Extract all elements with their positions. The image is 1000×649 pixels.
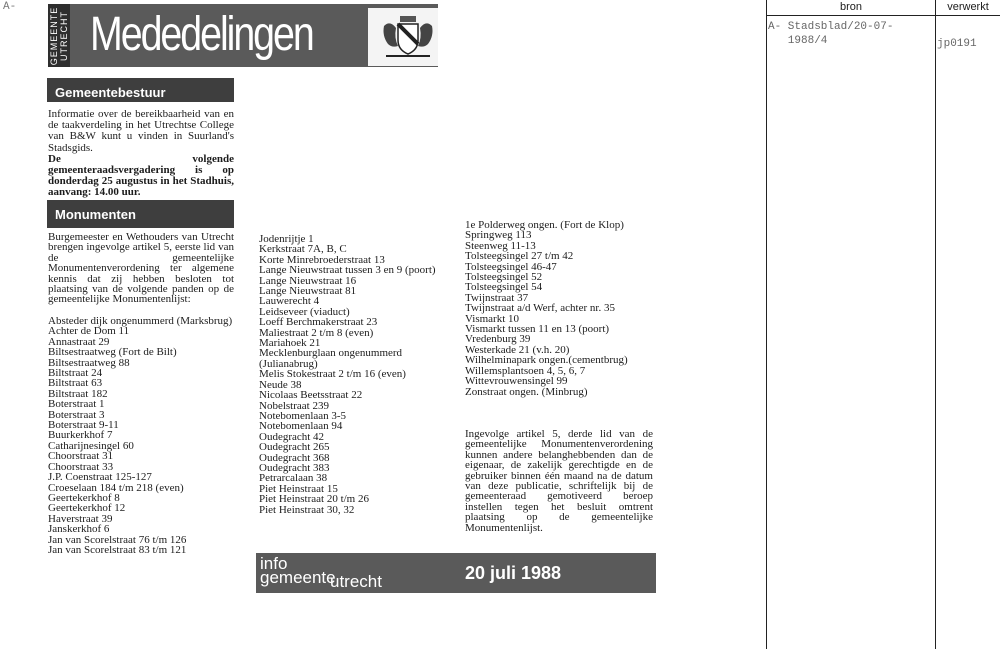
list-item: Choorstraat 31 bbox=[48, 450, 114, 463]
list-item: Achter de Dom 11 bbox=[48, 325, 130, 338]
list-item: Oudegracht 383 bbox=[259, 461, 330, 474]
utrecht-coat-of-arms-icon bbox=[378, 14, 438, 62]
list-item: Steenweg 11-13 bbox=[465, 239, 536, 252]
page-title: Mededelingen bbox=[90, 8, 313, 61]
list-item: Boterstraat 1 bbox=[48, 398, 105, 411]
monumenten-intro: Burgemeester en Wethouders van Utrecht brengen ingevolge artikel 5, eerste lid van de gemeentelijke Monumentenverordening ter algemene kennis dat zij hebben besloten tot plaatsing van de volgende panden op de gemeentelijke Monumentenlijst: bbox=[48, 231, 234, 306]
list-item: Biltsestraatweg 88 bbox=[48, 356, 130, 369]
list-item: Vredenburg 39 bbox=[465, 333, 531, 346]
list-item: Westerkade 21 (v.h. 20) bbox=[465, 343, 570, 356]
list-item: Geertekerkhof 12 bbox=[48, 502, 126, 515]
list-item: Croeselaan 184 t/m 218 (even) bbox=[48, 481, 184, 494]
list-item: Nicolaas Beetsstraat 22 bbox=[259, 389, 363, 402]
list-item: Lauwerecht 4 bbox=[259, 295, 320, 308]
gemeentebestuur-meeting-notice: De volgende gemeenteraadsvergadering is op donderdag 25 augustus in het Stadhuis, aanvang: 14.00 uur. bbox=[48, 152, 234, 199]
gemeentebestuur-info: Informatie over de bereikbaarheid van en de taakverdeling in het Utrechtse College van B&W kunt u vinden in Suurland's Stadsgids. bbox=[48, 108, 234, 154]
list-item: Tolsteegsingel 54 bbox=[465, 281, 543, 294]
footer-city: utrecht bbox=[330, 572, 382, 591]
list-item: Boterstraat 3 bbox=[48, 408, 105, 421]
footer-gemeente-word: gemeente bbox=[260, 568, 336, 587]
list-item: Lange Nieuwstraat 16 bbox=[259, 274, 357, 287]
table-cell-verwerkt: jp0191 bbox=[937, 38, 977, 50]
vertical-label-text: GEMEENTE UTRECHT bbox=[49, 6, 69, 66]
monument-list-column-2 bbox=[259, 234, 459, 515]
list-item: Piet Heinstraat 20 t/m 26 bbox=[259, 493, 369, 506]
list-item: 1e Polderweg ongen. (Fort de Klop) bbox=[465, 219, 624, 231]
list-item: Melis Stokestraat 2 t/m 16 (even) bbox=[259, 368, 406, 381]
list-item: Mecklenburglaan ongenummerd (Julianabrug) bbox=[259, 347, 403, 370]
list-item: Neude 38 bbox=[259, 378, 302, 391]
list-item: Nobelstraat 239 bbox=[259, 399, 329, 412]
list-item: Maliestraat 2 t/m 8 (even) bbox=[259, 326, 374, 339]
monument-list-column-1 bbox=[48, 316, 238, 555]
list-item: Catharijnesingel 60 bbox=[48, 439, 134, 452]
list-item: Mariahoek 21 bbox=[259, 337, 321, 350]
table-border-middle bbox=[935, 0, 936, 649]
list-item: Twijnstraat a/d Werf, achter nr. 35 bbox=[465, 302, 615, 315]
list-item: Choorstraat 33 bbox=[48, 460, 114, 473]
table-header-divider bbox=[766, 15, 1000, 16]
list-item: Janskerkhof 6 bbox=[48, 523, 110, 536]
section-heading-gemeentebestuur: Gemeentebestuur bbox=[47, 78, 234, 102]
footer-info-word: info bbox=[260, 554, 288, 573]
footer-logo bbox=[260, 554, 336, 587]
table-border-left bbox=[766, 0, 767, 649]
list-item: Notebomenlaan 3-5 bbox=[259, 409, 347, 422]
list-item: Piet Heinstraat 15 bbox=[259, 482, 338, 495]
list-item: Geertekerkhof 8 bbox=[48, 491, 120, 504]
table-header-verwerkt: verwerkt bbox=[947, 1, 989, 13]
list-item: Lange Nieuwstraat 81 bbox=[259, 285, 357, 298]
list-item: Lange Nieuwstraat tussen 3 en 9 (poort) bbox=[259, 264, 436, 277]
monumenten-closing-text: Ingevolge artikel 5, derde lid van de gemeentelijke Monumentenverordening kunnen andere belanghebbenden dan de eigenaar, de zakelijk gerechtigde en de gebruiker binnen één maand na de datum van deze publicatie, schriftelijk bij de gemeenteraad gemotiveerd beroep instellen tegen het besluit omtrent plaatsing op de gemeentelijke Monumentenlijst. bbox=[465, 428, 653, 534]
table-header-bron: bron bbox=[839, 1, 863, 13]
list-item: Oudegracht 265 bbox=[259, 441, 330, 454]
list-item: Springweg 113 bbox=[465, 229, 532, 242]
list-item: Annastraat 29 bbox=[48, 335, 110, 348]
list-item: Twijnstraat 37 bbox=[465, 291, 529, 304]
list-item: Biltstraat 24 bbox=[48, 367, 103, 380]
list-item: Jodenrijtje 1 bbox=[259, 233, 314, 245]
list-item: Jan van Scorelstraat 83 t/m 121 bbox=[48, 543, 187, 556]
gemeentebestuur-text bbox=[48, 109, 234, 199]
list-item: Korte Minrebroederstraat 13 bbox=[259, 253, 385, 266]
list-item: Notebomenlaan 94 bbox=[259, 420, 343, 433]
list-item: Vismarkt 10 bbox=[465, 312, 520, 325]
list-item: Absteder dijk ongenummerd (Marksbrug) bbox=[48, 315, 233, 327]
list-item: Loeff Berchmakerstraat 23 bbox=[259, 316, 378, 329]
table-cell-bron: A- Stadsblad/20-07- 1988/4 bbox=[768, 21, 894, 47]
gemeente-utrecht-vertical-label bbox=[48, 4, 70, 67]
list-item: Biltsestraatweg (Fort de Bilt) bbox=[48, 346, 177, 359]
list-item: J.P. Coenstraat 125-127 bbox=[48, 471, 152, 484]
list-item: Piet Heinstraat 30, 32 bbox=[259, 503, 355, 516]
margin-mark: A- bbox=[3, 1, 17, 13]
section-heading-monumenten: Monumenten bbox=[47, 200, 234, 228]
list-item: Petrarcalaan 38 bbox=[259, 472, 328, 485]
list-item: Biltstraat 63 bbox=[48, 377, 103, 390]
list-item: Kerkstraat 7A, B, C bbox=[259, 243, 347, 256]
list-item: Buurkerkhof 7 bbox=[48, 429, 113, 442]
monument-list-column-3 bbox=[465, 220, 655, 397]
list-item: Zonstraat ongen. (Minbrug) bbox=[465, 385, 588, 398]
list-item: Jan van Scorelstraat 76 t/m 126 bbox=[48, 533, 187, 546]
list-item: Oudegracht 42 bbox=[259, 430, 325, 443]
list-item: Biltstraat 182 bbox=[48, 387, 108, 400]
list-item: Vismarkt tussen 11 en 13 (poort) bbox=[465, 323, 610, 336]
list-item: Willemsplantsoen 4, 5, 6, 7 bbox=[465, 364, 586, 377]
footer-date: 20 juli 1988 bbox=[465, 563, 562, 583]
list-item: Tolsteegsingel 27 t/m 42 bbox=[465, 250, 574, 263]
list-item: Wilhelminapark ongen.(cementbrug) bbox=[465, 354, 628, 367]
list-item: Oudegracht 368 bbox=[259, 451, 330, 464]
list-item: Wittevrouwensingel 99 bbox=[465, 375, 568, 388]
list-item: Haverstraat 39 bbox=[48, 512, 113, 525]
list-item: Tolsteegsingel 52 bbox=[465, 271, 543, 284]
list-item: Tolsteegsingel 46-47 bbox=[465, 260, 557, 273]
list-item: Leidseveer (viaduct) bbox=[259, 305, 350, 318]
list-item: Boterstraat 9-11 bbox=[48, 419, 119, 432]
